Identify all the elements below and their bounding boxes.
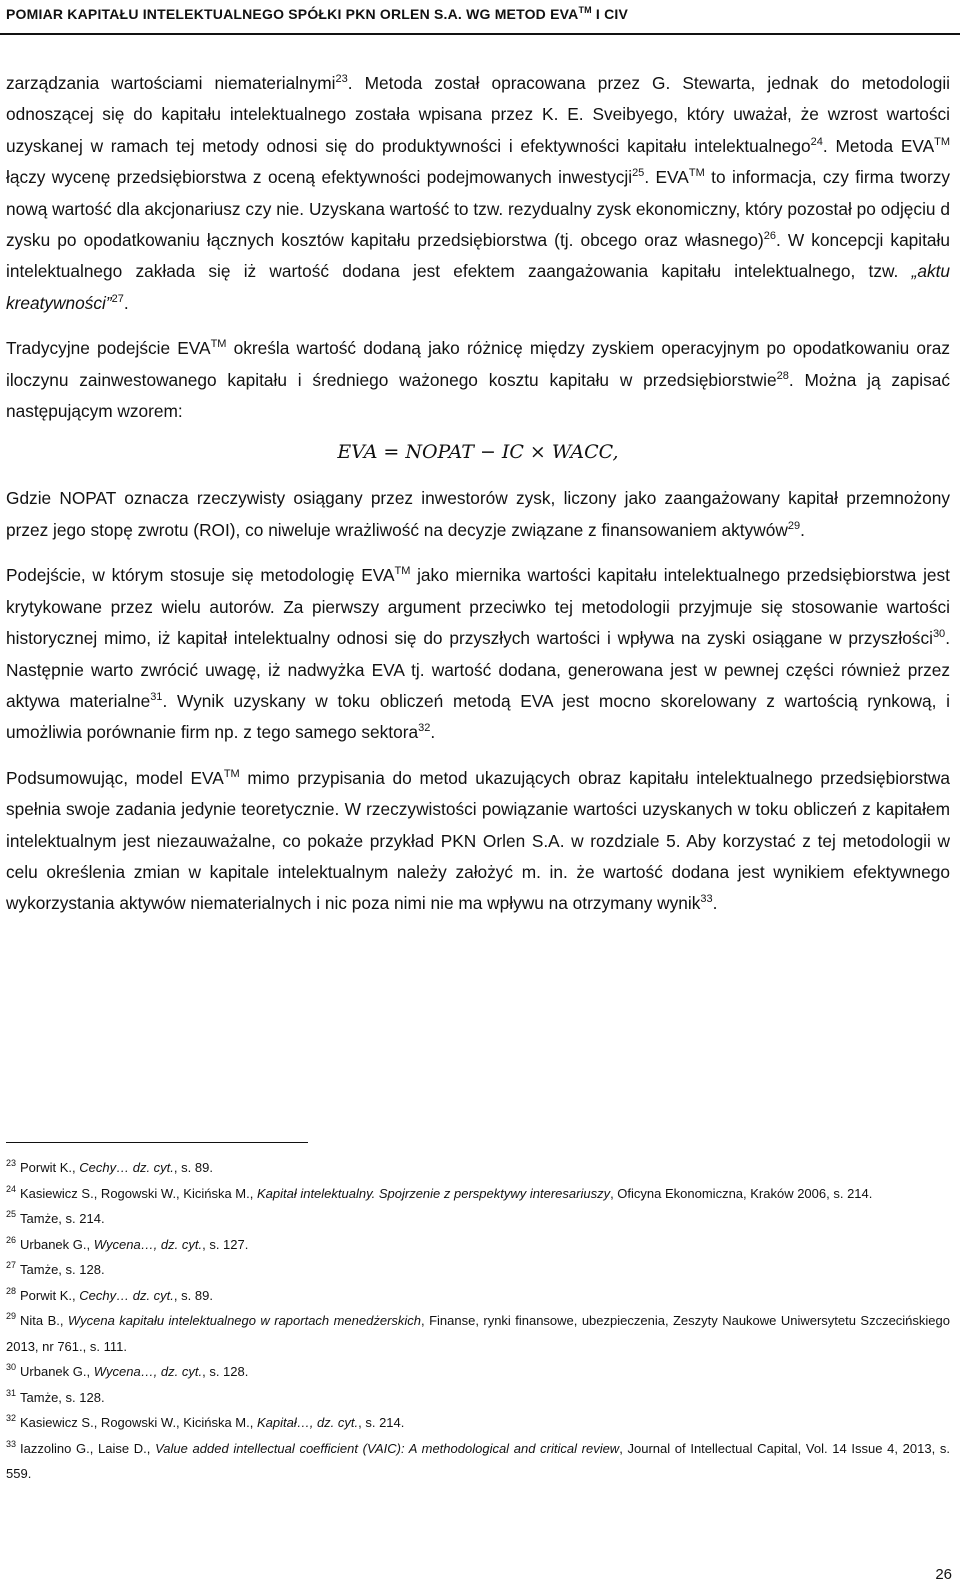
- footnote-text: Nita B.,: [20, 1313, 68, 1328]
- header-title-tail: I CIV: [591, 6, 629, 22]
- formula-nopat: NOPAT: [405, 441, 474, 464]
- footnote: [6, 1359, 950, 1385]
- trademark: TM: [688, 167, 705, 180]
- footnote-number: 32: [6, 1413, 17, 1423]
- footnote-ref[interactable]: 30: [932, 628, 946, 641]
- formula-ic: IC: [501, 441, 524, 464]
- text: łączy wycenę przedsiębiorstwa z oceną efektywności podejmowanych inwestycji: [6, 167, 633, 188]
- footnote-number: 28: [6, 1285, 17, 1296]
- footnote: [6, 1257, 950, 1283]
- paragraph-2: [6, 333, 950, 427]
- footnote-ref[interactable]: 27: [111, 292, 124, 305]
- footnote-number: 30: [6, 1362, 17, 1372]
- footnote-ref[interactable]: 32: [418, 722, 431, 735]
- italic-text: „aktu kreatywności”: [6, 261, 950, 313]
- text: to informacja, czy firma tworzy nową wartość dla akcjonariusz czy nie. Uzyskana wartość to tzw. rezydualny zysk ekonomiczny, który pozostał po odjęciu d zysku po opodatkowaniu łącznych kosztów kapitału przedsiębiorstwa (tj. obcego oraz własnego): [6, 167, 951, 251]
- text: .: [430, 722, 436, 743]
- text: mimo przypisania do metod ukazujących obraz kapitału intelektualnego przedsiębiorstwa spełnia swoje zadania jedynie teoretycznie. W rzeczywistości powiązanie wartości uzyskanych w toku obliczeń z kapitałem intelektualnym jest niezauważalne, co pokaże przykład PKN Orlen S.A. w rozdziale 5. Aby korzystać z tej metodologii w celu określenia zmian w kapitale intelektualnym należy założyć m. in. że wartość dodana jest wynikiem efektywnego wykorzystania aktywów niematerialnych i nic poza nimi nie ma wpływu na otrzymany wynik: [6, 767, 950, 914]
- header-rule: [0, 33, 960, 35]
- text: . Można ją zapisać następującym wzorem:: [6, 369, 950, 422]
- footnote-text: Urbanek G.,: [20, 1236, 94, 1252]
- text: Podsumowując, model EVA: [6, 767, 224, 788]
- text: jako miernika wartości kapitału intelektualnego przedsiębiorstwa jest krytykowane przez wielu autorów. Za pierwszy argument przeciwko tej metodologii przyjmuje się stosowanie wartości historycznej mimo, iż kapitał intelektualny odnosi się do przyszłych wartości i wpływa na zyski osiągane w przyszłości: [6, 565, 950, 649]
- footnote: [6, 1155, 950, 1181]
- formula-times: ×: [529, 441, 546, 464]
- footnote: [6, 1436, 950, 1487]
- footnote-text: Tamże, s. 128.: [20, 1262, 105, 1277]
- text: .: [123, 292, 129, 313]
- footnote-number: 24: [6, 1183, 17, 1194]
- trademark: TM: [934, 135, 951, 148]
- footnote-number: 25: [6, 1209, 17, 1219]
- footnotes: [6, 1155, 950, 1487]
- footnote-text: , Finanse, rynki finansowe, ubezpieczenia, Zeszyty Naukowe Uniwersytetu Szczecińskiego 2013, nr 761., s. 111.: [6, 1313, 950, 1354]
- footnote: [6, 1283, 950, 1309]
- eva-formula: [6, 439, 950, 465]
- footnote-italic: Value added intellectual coefficient (VAIC): A methodological and critical review: [155, 1440, 620, 1456]
- footnote-italic: Kapitał…, dz. cyt.: [256, 1415, 359, 1430]
- trademark: TM: [223, 767, 240, 780]
- trademark: TM: [394, 565, 411, 578]
- footnote-number: 29: [6, 1311, 17, 1321]
- footnote-italic: Wycena…, dz. cyt.: [93, 1236, 203, 1252]
- text: .: [800, 519, 805, 540]
- formula-wacc: WACC,: [551, 441, 619, 464]
- footnote-number: 33: [6, 1438, 17, 1449]
- footnote-text: , s. 214.: [358, 1415, 405, 1430]
- footnote-text: , Oficyna Ekonomiczna, Kraków 2006, s. 214.: [610, 1185, 873, 1201]
- footnote: [6, 1308, 950, 1359]
- body-text: [6, 68, 950, 920]
- footnote: [6, 1410, 950, 1436]
- footnote-italic: Kapitał intelektualny. Spojrzenie z perspektywy interesariuszy: [256, 1185, 611, 1201]
- footnote: [6, 1232, 950, 1258]
- footnote-text: , s. 128.: [202, 1364, 249, 1379]
- footnote-ref[interactable]: 29: [787, 519, 801, 532]
- footnote: [6, 1181, 950, 1207]
- footnote-text: Tamże, s. 214.: [20, 1211, 105, 1226]
- footnote-number: 23: [6, 1158, 17, 1168]
- trademark: TM: [210, 338, 227, 351]
- footnote-ref[interactable]: 33: [700, 893, 713, 906]
- footnote-text: Porwit K.,: [20, 1287, 80, 1303]
- header-title: POMIAR KAPITAŁU INTELEKTUALNEGO SPÓŁKI PKN ORLEN S.A. WG METOD EVA: [6, 6, 579, 22]
- footnote-italic: Wycena kapitału intelektualnego w raportach menedżerskich: [67, 1313, 422, 1328]
- footnote: [6, 1385, 950, 1411]
- header-tm: TM: [578, 5, 592, 15]
- text: . Metoda EVA: [822, 135, 935, 156]
- footnote-ref[interactable]: 25: [632, 167, 645, 180]
- formula-eva: EVA: [337, 441, 378, 464]
- footnote-number: 31: [6, 1387, 17, 1398]
- running-header: [6, 6, 950, 22]
- footnote-italic: Cechy… dz. cyt.: [79, 1287, 174, 1303]
- footnote-ref[interactable]: 28: [776, 369, 789, 382]
- paragraph-1: [6, 68, 950, 319]
- text: zarządzania wartościami niematerialnymi: [6, 73, 336, 93]
- footnote-separator: [6, 1142, 308, 1143]
- footnote-text: Kasiewicz S., Rogowski W., Kicińska M.,: [20, 1185, 257, 1201]
- footnote-number: 27: [6, 1260, 17, 1270]
- formula-minus: −: [479, 441, 496, 464]
- footnote-ref[interactable]: 24: [810, 135, 823, 148]
- text: . W koncepcji kapitału intelektualnego zakłada się iż wartość dodana jest efektem zaangażowania kapitału intelektualnego, tzw.: [6, 230, 950, 282]
- text: . Następnie warto zwrócić uwagę, iż nadwyżka EVA tj. wartość dodana, generowana jest w pewnej części również przez aktywa materialne: [6, 628, 950, 711]
- footnote-text: Kasiewicz S., Rogowski W., Kicińska M.,: [20, 1415, 257, 1430]
- footnote-number: 26: [6, 1234, 17, 1245]
- footnote-ref[interactable]: 31: [150, 690, 163, 703]
- footnote-text: , Journal of Intellectual Capital, Vol. 14 Issue 4, 2013, s. 559.: [6, 1440, 951, 1481]
- text: .: [712, 893, 718, 914]
- page-number: 26: [935, 1566, 952, 1583]
- text: Gdzie NOPAT oznacza rzeczywisty osiągany przez inwestorów zysk, liczony jako zaangażowany kapitał przemnożony przez jego stopę zwrotu (ROI), co niweluje wrażliwość na decyzje związane z finansowaniem aktywów: [6, 488, 950, 540]
- footnote-text: Tamże, s. 128.: [20, 1389, 105, 1405]
- text: . Wynik uzyskany w toku obliczeń metodą EVA jest mocno skorelowany z wartością rynkową, i umożliwia porównanie firm np. z tego samego sektora: [6, 690, 950, 743]
- footnote-italic: Cechy… dz. cyt.: [79, 1160, 174, 1175]
- footnote-italic: Wycena…, dz. cyt.: [93, 1364, 203, 1379]
- footnote-ref[interactable]: 23: [335, 73, 348, 85]
- text: . EVA: [644, 167, 689, 188]
- footnote-text: Porwit K.,: [20, 1160, 80, 1175]
- footnote-text: Urbanek G.,: [20, 1364, 94, 1379]
- footnote: [6, 1206, 950, 1232]
- paragraph-4: [6, 560, 950, 748]
- footnote-ref[interactable]: 26: [763, 230, 776, 243]
- text: . Metoda został opracowana przez G. Stewarta, jednak do metodologii odnoszącej się do kapitału intelektualnego została wpisana przez K. E. Sveibyego, który uważał, że wzrost wartości uzyskanej w ramach tej metody odnosi się do produktywności i efektywności kapitału intelektualnego: [6, 73, 950, 156]
- footnote-text: Iazzolino G., Laise D.,: [20, 1440, 156, 1456]
- text: Podejście, w którym stosuje się metodologię EVA: [6, 565, 395, 586]
- footnote-text: , s. 89.: [173, 1160, 213, 1175]
- text: określa wartość dodaną jako różnicę między zyskiem operacyjnym po opodatkowaniu oraz iloczynu zainwestowanego kapitału i średniego ważonego kosztu kapitału w przedsiębiorstwie: [6, 338, 950, 390]
- paragraph-5: [6, 763, 950, 920]
- footnote-text: , s. 89.: [173, 1287, 213, 1303]
- paragraph-3: [6, 483, 950, 546]
- footnote-text: , s. 127.: [202, 1236, 249, 1252]
- formula-equals: =: [383, 441, 400, 464]
- text: Tradycyjne podejście EVA: [6, 338, 211, 359]
